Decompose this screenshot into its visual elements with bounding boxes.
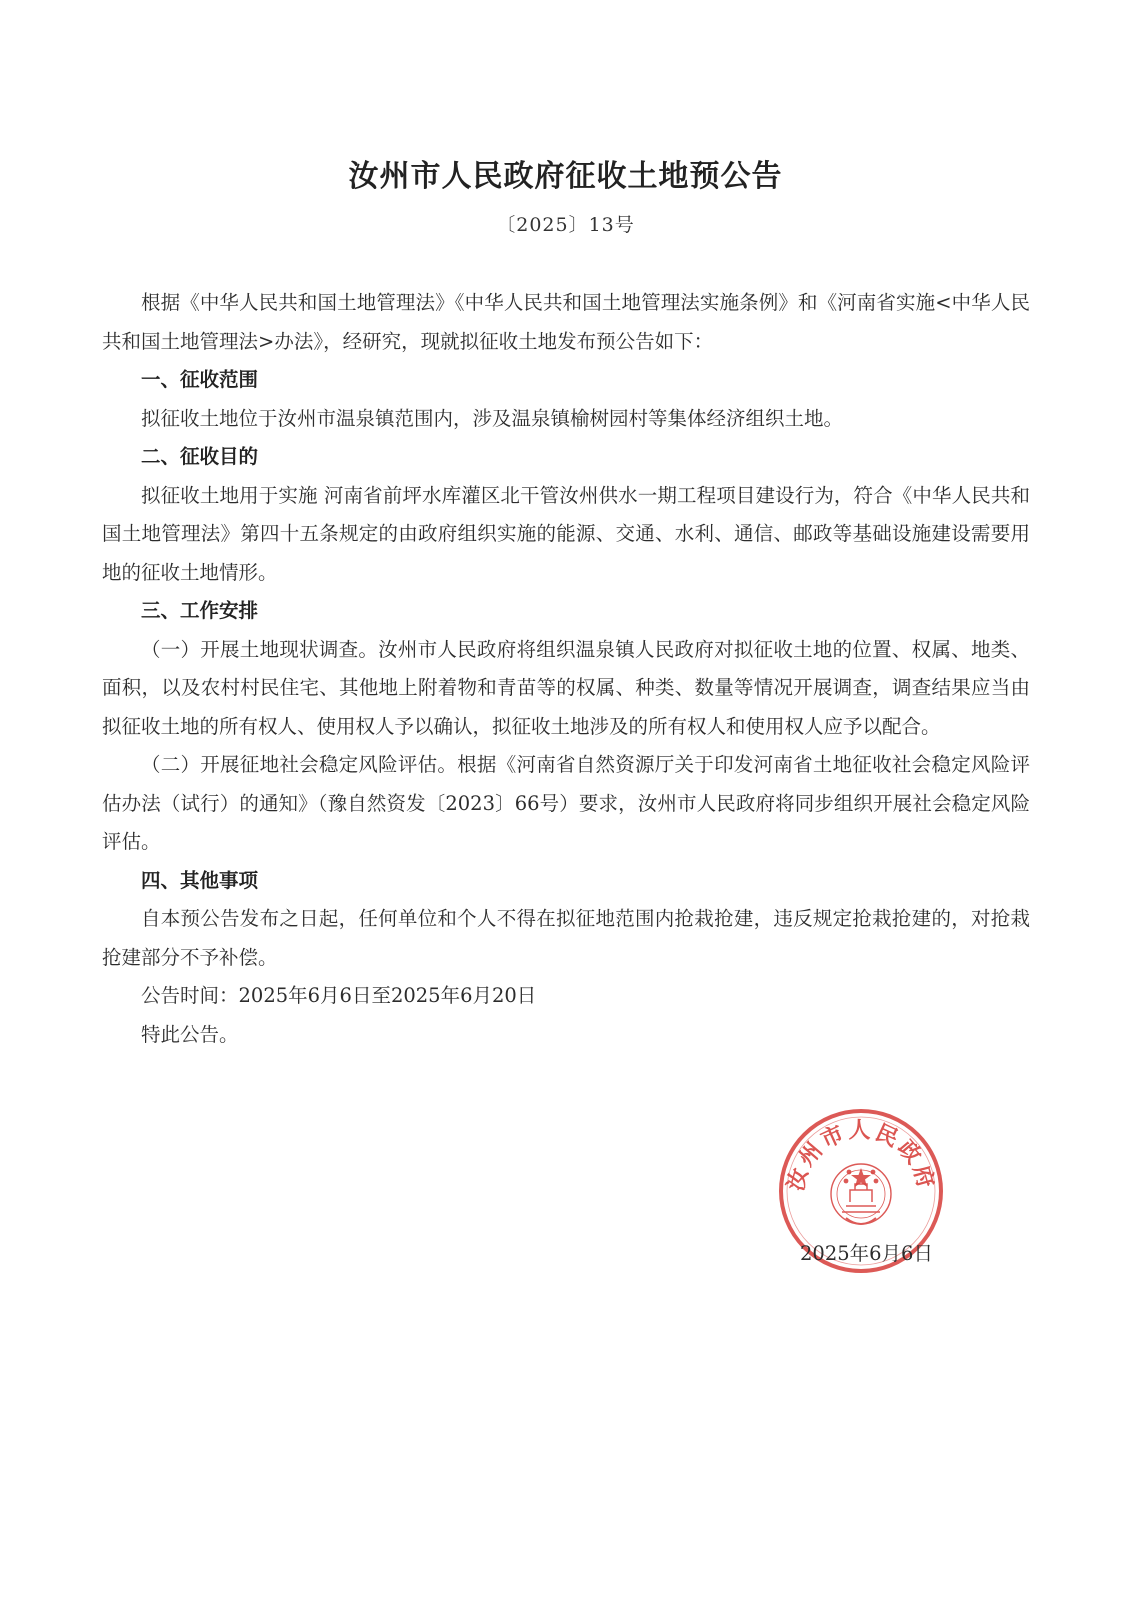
section-heading-purpose: 二、征收目的 <box>141 445 259 468</box>
closing-line: 特此公告。 <box>141 1022 239 1046</box>
document-title: 汝州市人民政府征收土地预公告 <box>348 159 783 194</box>
document-number: 〔2025〕13号 <box>496 214 635 236</box>
section-scope-text: 拟征收土地位于汝州市温泉镇范围内，涉及温泉镇榆树园村等集体经济组织土地。 <box>141 406 844 430</box>
section-heading-scope: 一、征收范围 <box>141 368 259 391</box>
arrangement-item-risk: （二）开展征地社会稳定风险评估。根据《河南省自然资源厅关于印发河南省土地征收社会稳定风险评估办法（试行）的通知》（豫自然资发〔2023〕66号）要求，汝州市人民政府将同步组织开展社会稳定风险评估。 <box>102 753 1030 853</box>
notice-period: 公告时间：2025年6月6日至2025年6月20日 <box>141 984 537 1007</box>
section-other-text: 自本预公告发布之日起，任何单位和个人不得在拟征地范围内抢栽抢建，违反规定抢栽抢建的，对抢栽抢建部分不予补偿。 <box>102 907 1030 969</box>
intro-paragraph: 根据《中华人民共和国土地管理法》《中华人民共和国土地管理法实施条例》和《河南省实施<中华人民共和国土地管理法>办法》，经研究，现就拟征收土地发布预公告如下： <box>102 291 1030 353</box>
section-purpose-text: 拟征收土地用于实施 河南省前坪水库灌区北干管汝州供水一期工程项目建设行为，符合《中华人民共和国土地管理法》第四十五条规定的由政府组织实施的能源、交通、水利、通信、邮政等基础设施建设需要用地的征收土地情形。 <box>102 483 1030 584</box>
document-body <box>102 284 1030 1054</box>
arrangement-item-survey: （一）开展土地现状调查。汝州市人民政府将组织温泉镇人民政府对拟征收土地的位置、权属、地类、面积，以及农村村民住宅、其他地上附着物和青苗等的权属、种类、数量等情况开展调查，调查结果应当由拟征收土地的所有权人、使用权人予以确认，拟征收土地涉及的所有权人和使用权人应予以配合。 <box>102 637 1030 738</box>
section-heading-arrangement: 三、工作安排 <box>141 599 259 622</box>
svg-text:汝州市人民政府: 汝州市人民政府 <box>782 1117 940 1194</box>
signature-date: 2025年6月6日 <box>800 1242 933 1265</box>
section-heading-other: 四、其他事项 <box>141 868 259 892</box>
